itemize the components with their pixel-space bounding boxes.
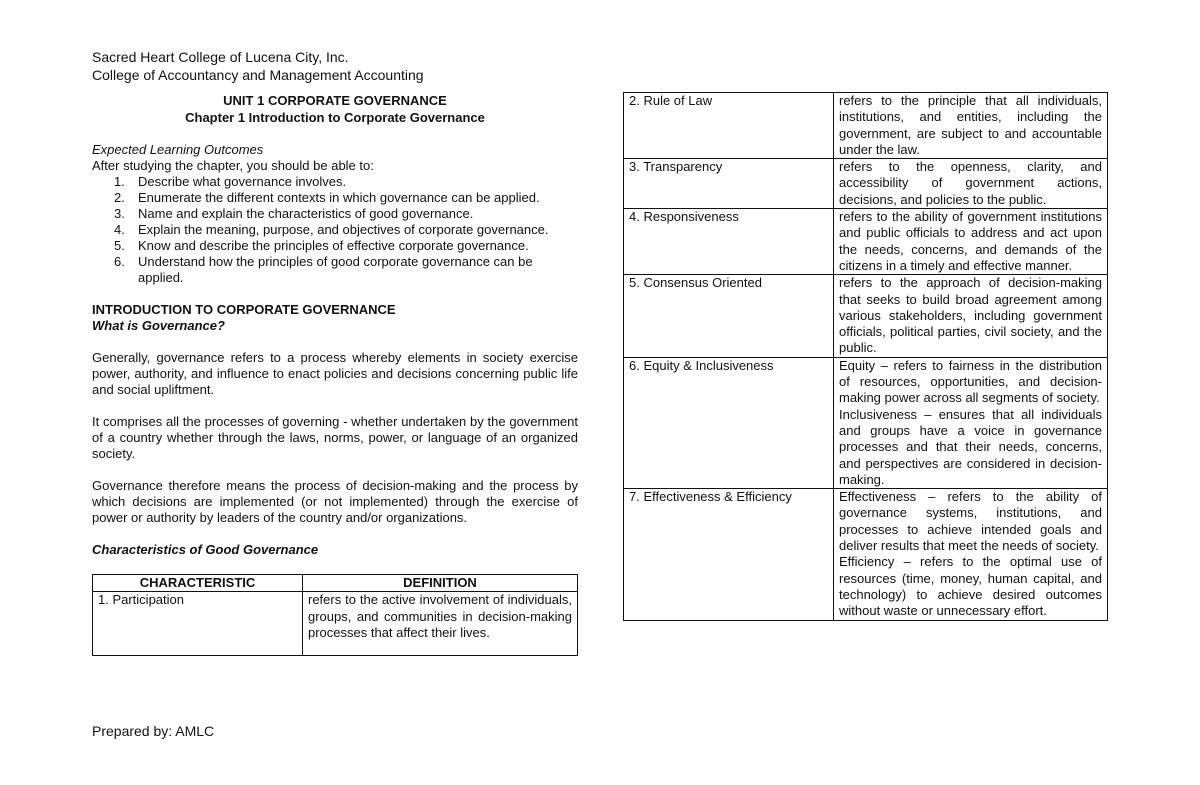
table-row <box>624 159 1108 209</box>
list-number: 5. <box>114 238 125 253</box>
left-column <box>92 92 578 656</box>
characteristic-definition: refers to the active involvement of individuals, groups, and communities in decision-making processes that affect their lives. <box>303 592 578 656</box>
list-number: 1. <box>114 174 125 189</box>
list-number: 6. <box>114 254 125 269</box>
characteristic-definition: refers to the principle that all individuals, institutions, and entities, including the government, are subject to and accountable under the law. <box>834 93 1108 159</box>
footer-prepared-by: Prepared by: AMLC <box>92 723 215 739</box>
outcomes-intro: After studying the chapter, you should be able to: <box>92 158 374 173</box>
school-name: Sacred Heart College of Lucena City, Inc. <box>92 49 349 65</box>
characteristic-name: 2. Rule of Law <box>624 93 834 159</box>
characteristic-definition <box>834 489 1108 620</box>
list-number: 4. <box>114 222 125 237</box>
table-row <box>624 275 1108 357</box>
column-header-definition: DEFINITION <box>303 575 578 592</box>
section-title: INTRODUCTION TO CORPORATE GOVERNANCE <box>92 302 396 317</box>
outcomes-list <box>114 174 578 286</box>
characteristic-name: 5. Consensus Oriented <box>624 275 834 357</box>
document-header <box>92 48 424 84</box>
list-item <box>114 206 578 222</box>
right-column <box>623 92 1108 621</box>
list-text: Enumerate the different contexts in which governance can be applied. <box>138 190 540 205</box>
list-text: Name and explain the characteristics of good governance. <box>138 206 474 221</box>
table-row <box>624 93 1108 159</box>
unit-title: UNIT 1 CORPORATE GOVERNANCE <box>223 93 447 108</box>
column-header-characteristic: CHARACTERISTIC <box>93 575 303 592</box>
table-header-row <box>93 575 578 592</box>
characteristic-name: 3. Transparency <box>624 159 834 209</box>
definition-part-2: Inclusiveness – ensures that all individuals and groups have a voice in governance processes and that their needs, concerns, and perspectives are considered in decision-making. <box>839 406 1102 487</box>
characteristic-name: 6. Equity & Inclusiveness <box>624 357 834 488</box>
list-number: 2. <box>114 190 125 205</box>
characteristic-definition <box>834 357 1108 488</box>
characteristic-name: 7. Effectiveness & Efficiency <box>624 489 834 620</box>
characteristic-definition: refers to the openness, clarity, and accessibility of government actions, decisions, and policies to the public. <box>834 159 1108 209</box>
list-item <box>114 222 578 238</box>
list-text: Explain the meaning, purpose, and objectives of corporate governance. <box>138 222 549 237</box>
characteristics-heading: Characteristics of Good Governance <box>92 542 319 557</box>
outcomes-heading: Expected Learning Outcomes <box>92 142 264 157</box>
table-row <box>624 489 1108 620</box>
characteristic-definition: refers to the ability of government institutions and public officials to address and act upon the needs, concerns, and demands of the citizens in a timely and effective manner. <box>834 209 1108 275</box>
chapter-title: Chapter 1 Introduction to Corporate Governance <box>185 110 485 125</box>
section-subtitle: What is Governance? <box>92 318 225 333</box>
list-item <box>114 190 578 206</box>
list-item <box>114 254 578 286</box>
list-text: Understand how the principles of good corporate governance can be applied. <box>138 254 533 285</box>
definition-part-1: Equity – refers to fairness in the distribution of resources, opportunities, and decision-making power across all segments of society. <box>839 357 1102 406</box>
definition-part-2: Efficiency – refers to the optimal use of resources (time, money, human capital, and technology) to achieve desired outcomes without waste or unnecessary effort. <box>839 554 1102 619</box>
characteristic-name: 4. Responsiveness <box>624 209 834 275</box>
paragraph-1: Generally, governance refers to a process whereby elements in society exercise power, authority, and influence to enact policies and decisions concerning public life and social upliftment. <box>92 350 578 397</box>
characteristics-table-left <box>92 574 578 656</box>
table-row <box>624 357 1108 488</box>
list-item <box>114 174 578 190</box>
definition-part-1: Effectiveness – refers to the ability of governance systems, institutions, and processes to achieve intended goals and deliver results that meet the needs of society. <box>839 489 1102 554</box>
college-name: College of Accountancy and Management Accounting <box>92 67 424 83</box>
characteristics-table-right <box>623 92 1108 621</box>
table-row <box>624 209 1108 275</box>
characteristic-name: 1. Participation <box>93 592 303 656</box>
paragraph-3: Governance therefore means the process of decision-making and the process by which decisions are implemented (or not implemented) through the exercise of power or authority by leaders of the country and/or organizations. <box>92 478 578 525</box>
list-item <box>114 238 578 254</box>
paragraph-2: It comprises all the processes of governing - whether undertaken by the government of a country whether through the laws, norms, power, or language of an organized society. <box>92 414 578 461</box>
table-row <box>93 592 578 656</box>
list-text: Describe what governance involves. <box>138 174 347 189</box>
list-text: Know and describe the principles of effective corporate governance. <box>138 238 529 253</box>
list-number: 3. <box>114 206 125 221</box>
characteristic-definition: refers to the approach of decision-making that seeks to build broad agreement among various stakeholders, including government officials, political parties, civil society, and the public. <box>834 275 1108 357</box>
